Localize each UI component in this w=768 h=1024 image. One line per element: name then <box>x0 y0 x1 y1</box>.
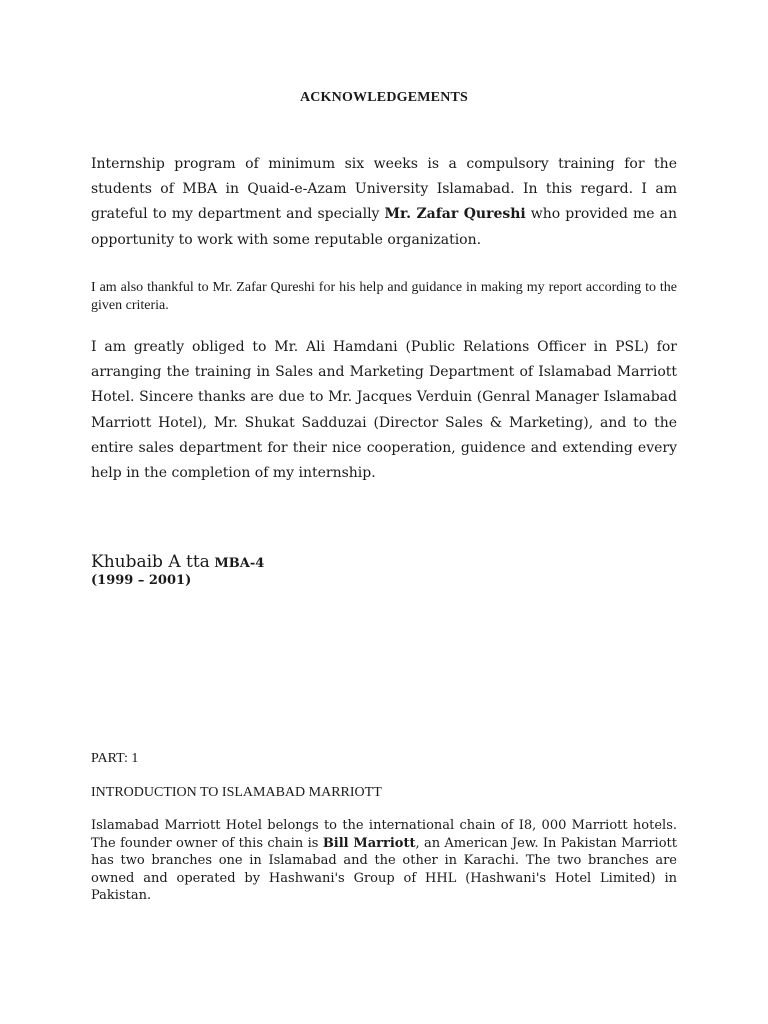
signature-author: Khubaib A tta <box>91 552 210 572</box>
acknowledgements-heading: ACKNOWLEDGEMENTS <box>299 90 469 105</box>
acknowledgement-paragraph-1 <box>91 152 677 253</box>
introduction-bold-name: Bill Marriott <box>322 835 416 851</box>
part-label: PART: 1 <box>91 751 139 766</box>
acknowledgement-paragraph-3: I am greatly obliged to Mr. Ali Hamdani (Public Relations Officer in PSL) for arranging the training in Sales and Marketing Department of Islamabad Marriott Hotel. Sincere thanks are due to Mr. Jacques Verduin (Genral Manager Islamabad Marriott Hotel), Mr. Shukat Sadduzai (Director Sales & Marketing), and to the entire sales department for their nice cooperation, guidence and extending every help in the completion of my internship. <box>91 339 677 482</box>
paragraph-1-text-end: who provided me an opportunity to work with some reputable organization. <box>91 206 677 248</box>
section-title: INTRODUCTION TO ISLAMABAD MARRIOTT <box>91 785 382 800</box>
signature-years: (1999 – 2001) <box>91 573 192 588</box>
introduction-paragraph <box>91 817 677 905</box>
signature-program: MBA-4 <box>209 556 265 571</box>
acknowledgement-paragraph-2: I am also thankful to Mr. Zafar Qureshi for his help and guidance in making my report according to the given criteria. <box>91 280 677 313</box>
introduction-text-start: Islamabad Marriott Hotel belongs to the international chain of I8, 000 Marriott hotels. The founder owner of this chain is <box>91 818 677 851</box>
introduction-text-end: , an American Jew. In Pakistan Marriott has two branches one in Islamabad and the other in Karachi. The two branches are owned and operated by Hashwani's Group of HHL (Hashwani's Hotel Limited) in Pakistan. <box>91 835 677 903</box>
paragraph-1-bold-name: Mr. Zafar Qureshi <box>384 206 526 223</box>
paragraph-1-text-start: Internship program of minimum six weeks is a compulsory training for the students of MBA in Quaid-e-Azam University Islamabad. In this regard. I am grateful to my department and specially <box>91 156 677 223</box>
